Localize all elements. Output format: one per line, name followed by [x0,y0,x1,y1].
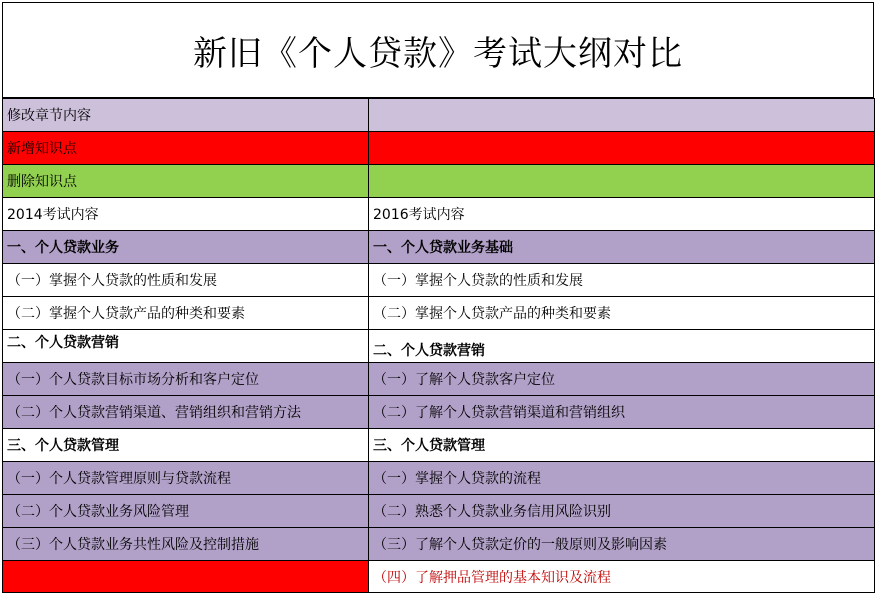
cell-2014[interactable]: 一、个人贷款业务 [3,231,369,264]
comparison-table [2,98,875,593]
cell-2016[interactable]: 一、个人贷款业务基础 [369,231,875,264]
table-row [3,297,875,330]
cell-2014[interactable]: （一）掌握个人贷款的性质和发展 [3,264,369,297]
table-row [3,396,875,429]
cell-2016[interactable]: （二）掌握个人贷款产品的种类和要素 [369,297,875,330]
header-row [3,198,875,231]
legend-added-swatch[interactable] [369,132,875,165]
legend-row-modified [3,99,875,132]
cell-2016[interactable]: （四）了解押品管理的基本知识及流程 [369,561,875,593]
cell-2014[interactable]: （一）个人贷款管理原则与贷款流程 [3,462,369,495]
cell-2016[interactable]: 二、个人贷款营销 [369,330,875,363]
table-row [3,231,875,264]
cell-2016[interactable]: （三）了解个人贷款定价的一般原则及影响因素 [369,528,875,561]
cell-2016[interactable]: （一）掌握个人贷款的性质和发展 [369,264,875,297]
legend-removed-swatch[interactable] [369,165,875,198]
table-row [3,363,875,396]
legend-added-label[interactable]: 新增知识点 [3,132,369,165]
legend-removed-label[interactable]: 删除知识点 [3,165,369,198]
cell-2016[interactable]: （一）掌握个人贷款的流程 [369,462,875,495]
cell-2014[interactable]: （二）个人贷款营销渠道、营销组织和营销方法 [3,396,369,429]
cell-2014[interactable] [3,561,369,593]
page-title: 新旧《个人贷款》考试大纲对比 [2,2,874,98]
cell-2016[interactable]: （一）了解个人贷款客户定位 [369,363,875,396]
table-row [3,561,875,593]
table-row [3,528,875,561]
table-row [3,264,875,297]
header-2016[interactable]: 2016考试内容 [369,198,875,231]
cell-2014[interactable]: （一）个人贷款目标市场分析和客户定位 [3,363,369,396]
header-2014[interactable]: 2014考试内容 [3,198,369,231]
cell-2016[interactable]: （二）了解个人贷款营销渠道和营销组织 [369,396,875,429]
cell-2014[interactable]: 三、个人贷款管理 [3,429,369,462]
legend-modified-swatch[interactable] [369,99,875,132]
legend-modified-label[interactable]: 修改章节内容 [3,99,369,132]
cell-2014[interactable]: 二、个人贷款营销 [3,330,369,363]
spreadsheet [2,2,874,598]
cell-2014[interactable]: （二）个人贷款业务风险管理 [3,495,369,528]
table-row [3,462,875,495]
cell-2014[interactable]: （三）个人贷款业务共性风险及控制措施 [3,528,369,561]
table-row [3,330,875,363]
cell-2016[interactable]: 三、个人贷款管理 [369,429,875,462]
cell-2016[interactable]: （二）熟悉个人贷款业务信用风险识别 [369,495,875,528]
cell-2014[interactable]: （二）掌握个人贷款产品的种类和要素 [3,297,369,330]
legend-row-removed [3,165,875,198]
table-row [3,429,875,462]
table-row [3,495,875,528]
legend-row-added [3,132,875,165]
